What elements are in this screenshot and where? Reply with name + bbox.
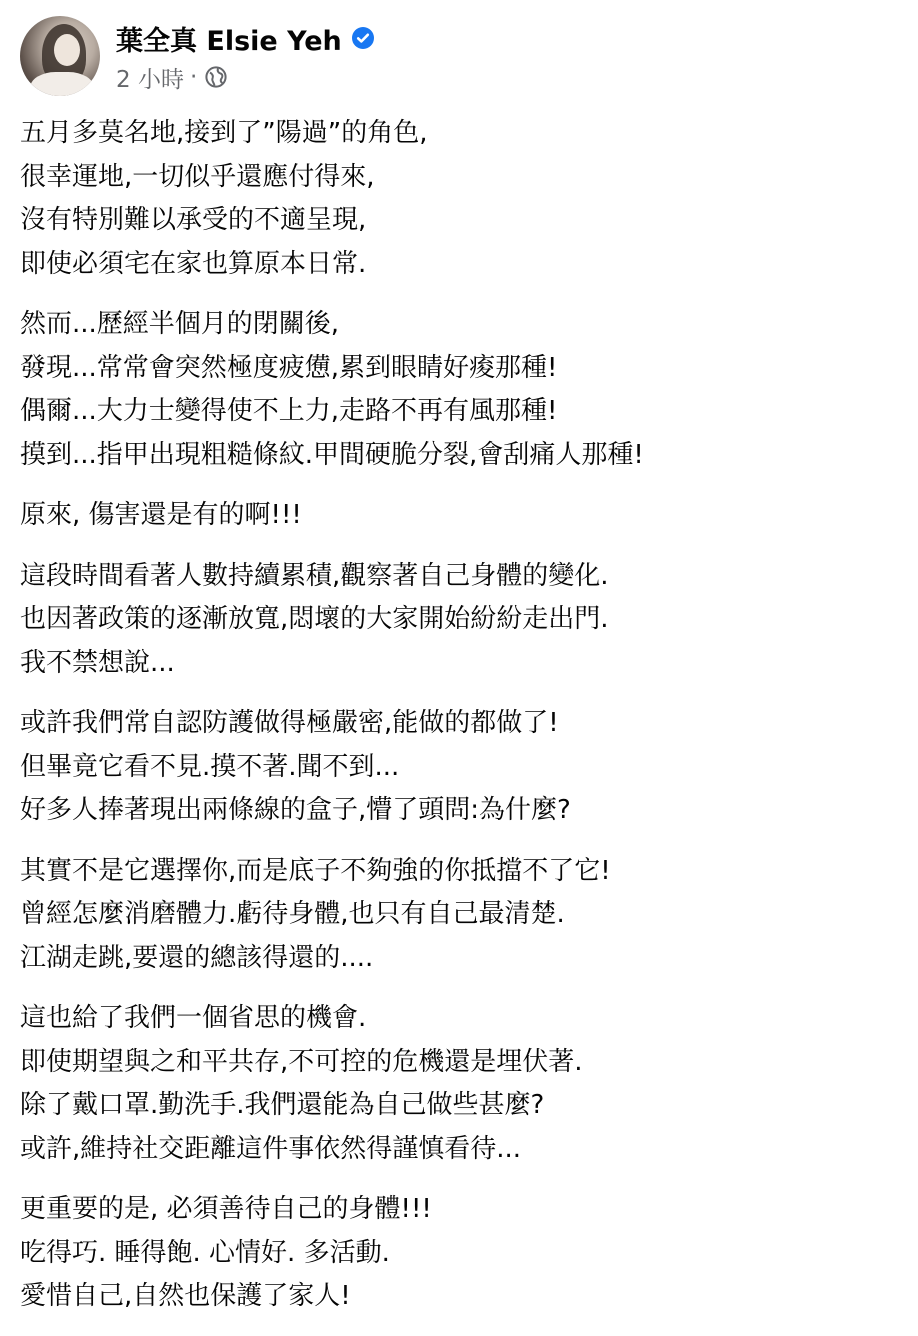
meta-separator: · xyxy=(189,64,198,90)
post-text-line: 我不禁想說... xyxy=(20,647,175,678)
post-text-line: 摸到...指甲出現粗糙條紋.甲間硬脆分裂,會刮痛人那種! xyxy=(20,439,644,470)
post-text-line: 或許,維持社交距離這件事依然得謹慎看待... xyxy=(20,1133,522,1164)
author-name[interactable]: 葉全真 Elsie Yeh xyxy=(116,25,342,57)
post-text-line: 其實不是它選擇你,而是底子不夠強的你抵擋不了它! xyxy=(20,855,611,886)
post-paragraph xyxy=(20,702,910,833)
post-text-line: 但畢竟它看不見.摸不著.聞不到... xyxy=(20,751,400,782)
name-row xyxy=(116,18,374,58)
post-text-line: 也因著政策的逐漸放寬,悶壞的大家開始紛紛走出門. xyxy=(20,604,609,634)
post-text-line: 發現...常常會突然極度疲憊,累到眼睛好痠那種! xyxy=(20,352,558,383)
post-body xyxy=(20,112,910,1336)
avatar[interactable] xyxy=(20,16,100,96)
post-text-line: 原來, 傷害還是有的啊!!! xyxy=(20,500,302,530)
post-text-line: 這段時間看著人數持續累積,觀察著自己身體的變化. xyxy=(20,560,609,591)
post-text-line: 除了戴口罩.勤洗手.我們還能為自己做些甚麼? xyxy=(20,1090,545,1120)
post-text-line: 或許我們常自認防護做得極嚴密,能做的都做了! xyxy=(20,708,559,738)
post-text-line: 很幸運地,一切似乎還應付得來, xyxy=(20,161,375,192)
post-timestamp[interactable]: 2 小時 xyxy=(116,66,184,93)
post-text-line: 即使期望與之和平共存,不可控的危機還是埋伏著. xyxy=(20,1046,583,1077)
post-paragraph xyxy=(20,555,910,686)
avatar-shoulder xyxy=(30,72,94,96)
post-text-line: 五月多莫名地,接到了”陽過”的角色, xyxy=(20,118,428,148)
post-text-line: 偶爾...大力士變得使不上力,走路不再有風那種! xyxy=(20,396,558,426)
post-paragraph xyxy=(20,850,910,981)
post-text-line: 吃得巧. 睡得飽. 心情好. 多活動. xyxy=(20,1237,390,1268)
post-text-line: 然而...歷經半個月的閉關後, xyxy=(20,309,340,339)
post-paragraph xyxy=(20,494,910,538)
verified-badge-icon xyxy=(352,27,374,49)
header-text xyxy=(116,18,374,92)
post-text-line: 更重要的是, 必須善待自己的身體!!! xyxy=(20,1194,432,1224)
post-paragraph xyxy=(20,997,910,1171)
post-paragraph xyxy=(20,303,910,477)
globe-icon[interactable] xyxy=(205,66,227,88)
post-text-line: 這也給了我們一個省思的機會. xyxy=(20,1003,367,1033)
post-paragraph xyxy=(20,112,910,286)
post-text-line: 好多人捧著現出兩條線的盒子,懵了頭問:為什麼? xyxy=(20,795,571,825)
post-meta xyxy=(116,62,374,92)
post-paragraph xyxy=(20,1188,910,1319)
post-text-line: 愛惜自己,自然也保護了家人! xyxy=(20,1281,351,1311)
post-text-line: 沒有特別難以承受的不適呈現, xyxy=(20,205,367,235)
avatar-face xyxy=(54,34,80,66)
post-text-line: 曾經怎麼消磨體力.虧待身體,也只有自己最清楚. xyxy=(20,899,565,929)
post-header xyxy=(20,16,374,96)
post-text-line: 即使必須宅在家也算原本日常. xyxy=(20,248,367,279)
post-text-line: 江湖走跳,要還的總該得還的.... xyxy=(20,942,374,973)
